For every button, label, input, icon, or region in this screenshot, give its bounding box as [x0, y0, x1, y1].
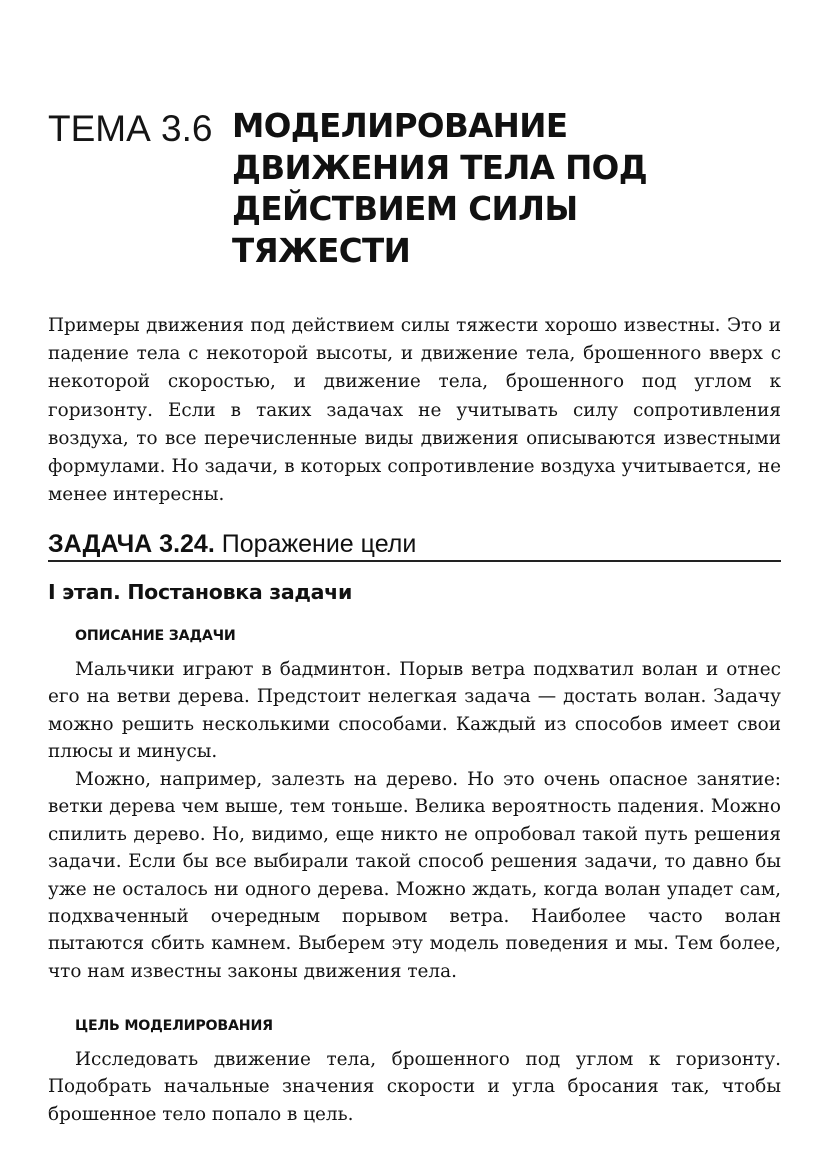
description-paragraph-2: Можно, например, залезть на дерево. Но это очень опасное занятие: ветки дерева чем выше, тем тоньше. Велика вероятность падения. Можно спилить дерево. Но, видимо, еще никто не опробовал такой путь решения задачи. Если бы все выбирали такой способ решения задачи, то давно бы уже не осталось ни одного дерева. Можно ждать, когда волан упадет сам, подхваченный очередным порывом ветра. Наиболее часто волан пытаются сбить камнем. Выберем эту модель поведения и мы. Тем более, что нам известны законы движения тела. — [48, 769, 781, 982]
task-heading — [48, 527, 781, 563]
description-heading: ОПИСАНИЕ ЗАДАЧИ — [75, 628, 236, 644]
description-paragraph-1: Мальчики играют в бадминтон. Порыв ветра подхватил волан и отнес его на ветви дерева. Предстоит нелегкая задача — достать волан. Задачу можно решить несколькими способами. Каждый из способов имеет свои плюсы и минусы. — [48, 659, 781, 763]
goal-paragraph: Исследовать движение тела, брошенного под углом к горизонту. Подобрать начальные значения скорости и угла бросания так, чтобы брошенное тело попало в цель. — [48, 1049, 781, 1125]
theme-label: ТЕМА 3.6 — [48, 108, 213, 149]
theme-title: МОДЕЛИРОВАНИЕ ДВИЖЕНИЯ ТЕЛА ПОД ДЕЙСТВИЕМ СИЛЫ ТЯЖЕСТИ — [232, 107, 648, 270]
task-title: Поражение цели — [214, 530, 417, 558]
task-heading-rule — [48, 560, 781, 562]
stage-heading: I этап. Постановка задачи — [48, 580, 353, 604]
task-number: ЗАДАЧА 3.24. — [48, 530, 215, 558]
goal-heading: ЦЕЛЬ МОДЕЛИРОВАНИЯ — [75, 1018, 273, 1034]
intro-paragraph: Примеры движения под действием силы тяжести хорошо известны. Это и падение тела с некоторой высоты, и движение тела, брошенного вверх с некоторой скоростью, и движение тела, брошенного под углом к горизонту. Если в таких задачах не учитывать силу сопротивления воздуха, то все перечисленные виды движения описываются известными формулами. Но задачи, в которых сопротивление воздуха учитывается, не менее интересны. — [48, 315, 781, 506]
